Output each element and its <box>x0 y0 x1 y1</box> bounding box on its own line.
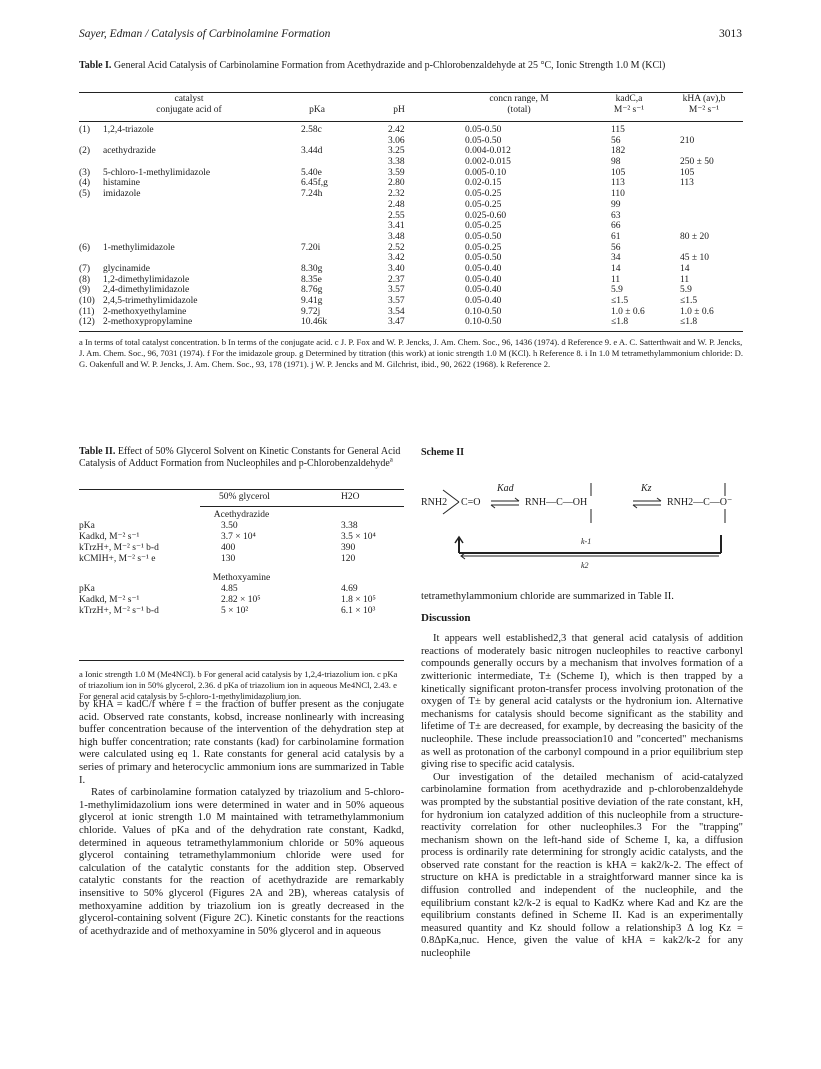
cell-kad: 5.9 <box>611 285 623 296</box>
cell-kha: 250 ± 50 <box>680 157 714 168</box>
cell-kad: 66 <box>611 221 621 232</box>
body-right-column <box>421 591 743 961</box>
left-paragraph-1: by kHA = kadC/f where f = the fraction of buffer present as the conjugate acid. Observed rate constants, kobsd, increase nonlinearly with increasing buffer concentration because of the intervention of the dehydration step at high buffer concentration; rate constants (kad) for carbinolamine formation were calculated using eq 1. Rate constants for general acid catalysis by a series of primary and heterocyclic ammonium ions are summarized in Table I. <box>79 699 404 786</box>
cell-conc: 0.05-0.40 <box>465 274 502 285</box>
table-row <box>79 296 743 307</box>
scheme-c-o: C=O <box>461 497 481 508</box>
t2-col-glycerol: 50% glycerol <box>219 492 270 502</box>
table2-caption-sup: a <box>389 455 393 464</box>
cell-ph: 2.37 <box>388 274 405 285</box>
cell-name: histamine <box>103 178 140 189</box>
cell-w: 390 <box>341 543 356 553</box>
table2-bottom-rule <box>79 660 404 661</box>
t2-col-water: H2O <box>341 492 360 502</box>
table-row <box>79 285 743 296</box>
cell-kad: 182 <box>611 146 626 157</box>
cell-conc: 0.005-0.10 <box>465 167 507 178</box>
table1-header <box>79 94 743 120</box>
cell-pka: 10.46k <box>301 317 328 328</box>
cell-name: acethydrazide <box>103 146 156 157</box>
cell-no: (7) <box>79 263 91 274</box>
cell-w: 1.8 × 10⁵ <box>341 595 376 605</box>
table-row <box>79 136 743 147</box>
table1-bottom-rule <box>79 331 743 332</box>
cell-kha: 1.0 ± 0.6 <box>680 306 714 317</box>
cell-kha: 105 <box>680 167 695 178</box>
table2-label: Table II. <box>79 446 116 457</box>
cell-no: (1) <box>79 125 91 135</box>
cell-w: 3.5 × 10⁴ <box>341 532 376 542</box>
cell-name: 2,4,5-trimethylimidazole <box>103 296 198 306</box>
cell-g: 130 <box>221 554 236 564</box>
th-catalyst-2: conjugate acid of <box>156 105 222 115</box>
body-left-column <box>79 699 404 938</box>
scheme-intermediate: RNH—C—OH <box>525 497 588 508</box>
th-kha-1: kHA (av),b <box>682 94 726 104</box>
cell-ph: 2.48 <box>388 199 405 210</box>
cell-conc: 0.02-0.15 <box>465 178 502 189</box>
page-number: 3013 <box>719 28 742 40</box>
cell-name: 2,4-dimethylimidazole <box>103 285 190 296</box>
th-kha-2: M⁻² s⁻¹ <box>688 105 720 115</box>
cell-pka: 9.72j <box>301 306 321 317</box>
cell-name: 1-methylimidazole <box>103 242 175 253</box>
th-kad-1: kadC,a <box>615 94 643 104</box>
cell-no: (11) <box>79 306 95 317</box>
cell-name: 5-chloro-1-methylimidazole <box>103 167 211 178</box>
cell-kad: 115 <box>611 125 625 135</box>
cell-pka: 5.40e <box>301 167 322 178</box>
scheme-kad: Kad <box>497 483 514 494</box>
cell-g: 3.50 <box>221 521 238 531</box>
table1-label: Table I. <box>79 60 112 71</box>
cell-label: kCMIH+, M⁻² s⁻¹ e <box>79 554 156 564</box>
cell-ph: 3.41 <box>388 221 405 232</box>
table-row <box>79 221 743 232</box>
right-paragraph-1: It appears well established2,3 that general acid catalysis of addition reactions of moderately basic nitrogen nucleophiles to reactive carbonyl compounds generally occurs by a mechanism that involves formation of a zwitterionic intermediate, T± (Scheme I), which is then trapped by a kinetically significant proton-transfer process involving protonation of the oxygen of T± by general acid catalysts or the hydronium ion. Alternative mechanisms for catalysis should become significant as the stability and lifetime of T± are decreased, for example, by decreasing the basicity of the nucleophile. These include preassociation10 and "concerted" mechanisms as well as protonation of the carbonyl compound in a prior equilibrium step giving rise to specific acid catalysis. <box>421 633 743 771</box>
table-row <box>79 125 743 136</box>
table2-section-row <box>79 510 404 521</box>
cell-kad: 14 <box>611 263 621 274</box>
cell-kad: ≤1.5 <box>611 296 629 306</box>
table-row <box>79 253 743 264</box>
table-row <box>79 532 404 543</box>
cell-ph: 3.48 <box>388 231 405 242</box>
cell-no: (4) <box>79 178 91 189</box>
cell-g: 5 × 10² <box>221 606 249 616</box>
table2-section-title: Methoxyamine <box>212 573 271 583</box>
cell-kad: 105 <box>611 167 626 178</box>
cell-w: 120 <box>341 554 356 564</box>
cell-conc: 0.05-0.50 <box>465 125 502 135</box>
table2-caption-text: Effect of 50% Glycerol Solvent on Kinetic Constants for General Acid Catalysis of Adduct Formation from Nucleophiles and p-Chlorobenzaldehyde <box>79 446 401 469</box>
cell-kha: 45 ± 10 <box>680 253 709 264</box>
cell-ph: 3.42 <box>388 253 405 264</box>
table-row <box>79 211 743 222</box>
table1-top-rule <box>79 92 743 93</box>
th-conc-2: (total) <box>507 105 531 115</box>
cell-g: 400 <box>221 543 236 553</box>
cell-kha: 11 <box>680 274 690 285</box>
cell-ph: 2.42 <box>388 125 405 135</box>
cell-ph: 3.47 <box>388 317 405 328</box>
scheme-2 <box>421 443 751 588</box>
right-paragraph-0: tetramethylammonium chloride are summarized in Table II. <box>421 591 674 602</box>
cell-kad: 34 <box>611 253 621 264</box>
cell-ph: 3.59 <box>388 167 405 178</box>
cell-ph: 2.80 <box>388 178 405 189</box>
cell-w: 3.38 <box>341 521 358 531</box>
cell-conc: 0.05-0.25 <box>465 221 502 232</box>
table1-caption <box>79 60 739 72</box>
cell-kha: 5.9 <box>680 285 692 296</box>
running-title: Sayer, Edman / Catalysis of Carbinolamine Formation <box>79 28 331 40</box>
cell-pka: 2.58c <box>301 125 322 135</box>
table1-body <box>79 125 743 328</box>
cell-pka: 7.24h <box>301 189 323 200</box>
cell-conc: 0.05-0.50 <box>465 253 502 264</box>
scheme-k2: k2 <box>581 561 589 570</box>
cell-label: pKa <box>79 584 95 594</box>
table2-caption <box>79 446 404 469</box>
cell-conc: 0.10-0.50 <box>465 317 502 328</box>
cell-no: (3) <box>79 167 91 178</box>
cell-kad: 61 <box>611 231 621 242</box>
table1-footnote: a In terms of total catalyst concentration. b In terms of the conjugate acid. c J. P. Fox and W. P. Jencks, J. Am. Chem. Soc., 96, 1436 (1974). d Reference 9. e A. C. Satterthwait and W. P. Jencks, J. Am. Chem. Soc., 96, 7031 (1974). f For the imidazole group. g Determined by titration (this work) at ionic strength 1.0 M (KCl). h Reference 8. i In 1.0 M tetramethylammonium chloride: D. G. Oakenfull and W. P. Jencks, J. Am. Chem. Soc., 93, 178 (1971). j W. P. Jencks and M. Gilchrist, ibid., 90, 2622 (1968). k Reference 2. <box>79 337 743 369</box>
scheme-kz: Kz <box>641 483 652 494</box>
cell-conc: 0.004-0.012 <box>465 146 511 157</box>
table-row <box>79 606 404 617</box>
cell-kad: 56 <box>611 135 621 146</box>
table-row <box>79 521 404 532</box>
table-row <box>79 146 743 157</box>
cell-kad: 110 <box>611 189 625 200</box>
cell-pka: 8.76g <box>301 285 323 296</box>
cell-g: 4.85 <box>221 584 238 594</box>
cell-label: Kadkd, M⁻² s⁻¹ <box>79 532 140 542</box>
table-row <box>79 232 743 243</box>
table-row <box>79 307 743 318</box>
cell-name: 2-methoxyethylamine <box>103 306 187 317</box>
cell-pka: 7.20i <box>301 242 321 253</box>
cell-kha: ≤1.5 <box>680 296 698 306</box>
cell-conc: 0.05-0.25 <box>465 189 502 200</box>
cell-pka: 6.45f,g <box>301 178 328 189</box>
cell-no: (10) <box>79 296 95 306</box>
cell-name: 1,2-dimethylimidazole <box>103 274 190 285</box>
left-paragraph-2: Rates of carbinolamine formation catalyzed by triazolium and 5-chloro-1-methylimidazolium ions were determined in water and in 50% aqueous glycerol at ionic strength 1.0 M maintained with tetramethylammonium chloride. Values of pKa and of the dehydration rate constant, Kadkd, determined in aqueous tetramethylammonium chloride or 50% aqueous glycerol containing tetramethylammonium chloride were used for calculation of the catalytic constants for the addition step. Observed catalytic constants for the reaction of acethydrazide are remarkably insensitive to 50% glycerol (Figures 2A and 2B), whereas catalysis of methoxyamine addition by triazolium ion is greatly decreased in the glycerol-containing solvent (Figure 2C). Kinetic constants for the reactions of acethydrazide and of methoxyamine in 50% glycerol and in aqueous <box>79 787 404 937</box>
cell-kad: 99 <box>611 199 621 210</box>
cell-kha: ≤1.8 <box>680 317 698 328</box>
cell-kha: 210 <box>680 135 695 146</box>
cell-g: 3.7 × 10⁴ <box>221 532 256 542</box>
cell-conc: 0.05-0.50 <box>465 231 502 242</box>
cell-kad: 63 <box>611 210 621 221</box>
table-row <box>79 157 743 168</box>
cell-kad: 98 <box>611 157 621 168</box>
cell-conc: 0.05-0.40 <box>465 285 502 296</box>
cell-kha: 14 <box>680 263 690 274</box>
cell-no: (2) <box>79 146 91 157</box>
cell-ph: 2.32 <box>388 189 405 200</box>
cell-kha: 113 <box>680 178 694 189</box>
table-row <box>79 275 743 286</box>
scheme-label: Scheme II <box>421 447 465 458</box>
th-pka: pKa <box>309 105 325 115</box>
th-kad-2: M⁻² s⁻¹ <box>613 105 645 115</box>
cell-kad: 113 <box>611 178 625 189</box>
cell-no: (8) <box>79 274 91 285</box>
cell-label: kTrzH+, M⁻² s⁻¹ b-d <box>79 543 159 553</box>
cell-no: (9) <box>79 285 91 296</box>
cell-pka: 8.35e <box>301 274 322 285</box>
cell-kad: ≤1.8 <box>611 317 629 328</box>
cell-no: (5) <box>79 189 91 200</box>
cell-ph: 3.40 <box>388 263 405 274</box>
cell-conc: 0.05-0.40 <box>465 296 502 306</box>
cell-no: (6) <box>79 242 91 253</box>
table-row <box>79 178 743 189</box>
table2-footnote: a Ionic strength 1.0 M (Me4NCl). b For general acid catalysis by 1,2,4-triazolium ion. c pKa of triazolium ion in 50% glycerol, 2.36. d pKa of triazolium ion in aqueous Me4NCl, 2.43. e For general acid catalysis by 5-chloro-1-methylimidazolium ion. <box>79 669 398 701</box>
cell-name: 2-methoxypropylamine <box>103 317 193 328</box>
table2-section-title: Acethydrazide <box>213 510 270 520</box>
scheme-rnh2: RNH2 <box>421 497 448 508</box>
th-ph: pH <box>393 105 405 115</box>
cell-label: Kadkd, M⁻² s⁻¹ <box>79 595 140 605</box>
cell-name: imidazole <box>103 189 141 200</box>
cell-ph: 2.55 <box>388 210 405 221</box>
table2-header-rule <box>200 506 404 507</box>
table2-body <box>79 510 404 617</box>
table1-header-rule <box>79 121 743 122</box>
cell-ph: 2.52 <box>388 242 405 253</box>
discussion-heading: Discussion <box>421 611 471 624</box>
cell-pka: 3.44d <box>301 146 323 157</box>
table-row <box>79 243 743 254</box>
cell-kad: 56 <box>611 242 621 253</box>
cell-label: pKa <box>79 521 95 531</box>
table-row <box>79 543 404 554</box>
cell-kad: 11 <box>611 274 621 285</box>
table1-caption-text: General Acid Catalysis of Carbinolamine Formation from Acethydrazide and p-Chlorobenzaldehyde at 25 °C, Ionic Strength 1.0 M (KCl) <box>113 60 666 71</box>
cell-conc: 0.05-0.40 <box>465 263 502 274</box>
cell-pka: 9.41g <box>301 296 323 306</box>
th-catalyst-1: catalyst <box>174 94 204 104</box>
table-row <box>79 264 743 275</box>
cell-conc: 0.10-0.50 <box>465 306 502 317</box>
cell-pka: 8.30g <box>301 263 323 274</box>
cell-g: 2.82 × 10⁵ <box>221 595 261 605</box>
cell-ph: 3.06 <box>388 135 405 146</box>
cell-w: 4.69 <box>341 584 358 594</box>
cell-ph: 3.57 <box>388 296 405 306</box>
table-row <box>79 595 404 606</box>
cell-ph: 3.25 <box>388 146 405 157</box>
cell-label: kTrzH+, M⁻² s⁻¹ b-d <box>79 606 159 616</box>
cell-conc: 0.025-0.60 <box>465 210 507 221</box>
running-header <box>79 28 742 44</box>
table-row <box>79 554 404 565</box>
cell-conc: 0.002-0.015 <box>465 157 511 168</box>
th-conc-1: concn range, M <box>489 94 549 104</box>
cell-no: (12) <box>79 317 95 328</box>
cell-ph: 3.57 <box>388 285 405 296</box>
cell-conc: 0.05-0.50 <box>465 135 502 146</box>
cell-ph: 3.38 <box>388 157 405 168</box>
table2-section-spacer <box>79 565 404 573</box>
scheme-zwitterion: RNH2—C—O⁻ <box>667 497 733 508</box>
table-row <box>79 189 743 200</box>
cell-kad: 1.0 ± 0.6 <box>611 306 645 317</box>
table-row <box>79 168 743 179</box>
cell-ph: 3.54 <box>388 306 405 317</box>
table2-header <box>79 492 404 504</box>
cell-conc: 0.05-0.25 <box>465 242 502 253</box>
table2-top-rule <box>79 489 404 490</box>
cell-kha: 80 ± 20 <box>680 231 709 242</box>
cell-name: glycinamide <box>103 263 150 274</box>
table-row <box>79 317 743 328</box>
table-row <box>79 584 404 595</box>
cell-name: 1,2,4-triazole <box>103 125 154 135</box>
cell-w: 6.1 × 10³ <box>341 606 376 616</box>
table2-section-row <box>79 573 404 584</box>
cell-conc: 0.05-0.25 <box>465 199 502 210</box>
right-paragraph-2: Our investigation of the detailed mechanism of acid-catalyzed carbinolamine formation from acethydrazide and p-chlorobenzaldehyde was prompted by the substantial positive deviation of the rate constant, kH, for hydronium ion catalyzed addition of this nucleophile from a structure-reactivity correlation for other nucleophiles.3 For the "trapping" mechanism shown on the left-hand side of Scheme I, ka, a diffusion process is ordinarily rate determining for strongly acidic catalysts, and the observed rate constant for the reaction is kHA = kak2/k-2. The effect of structure on kHA is predictable in a straightforward manner since ka is diffusion controlled and independent of the nucleophile, and the equilibrium constant k2/k-2 is equal to KadKz where Kad and Kz are the equilibrium constants defined in Scheme II. Kad is an experimentally measured quantity and Kz should follow a relationship3 Δ log Kz = 0.8ΔpKa,nuc. Hence, given the value of kHA = kak2/k-2 for any nucleophile <box>421 771 743 960</box>
table-row <box>79 200 743 211</box>
scheme-kminus1: k-1 <box>581 537 592 546</box>
